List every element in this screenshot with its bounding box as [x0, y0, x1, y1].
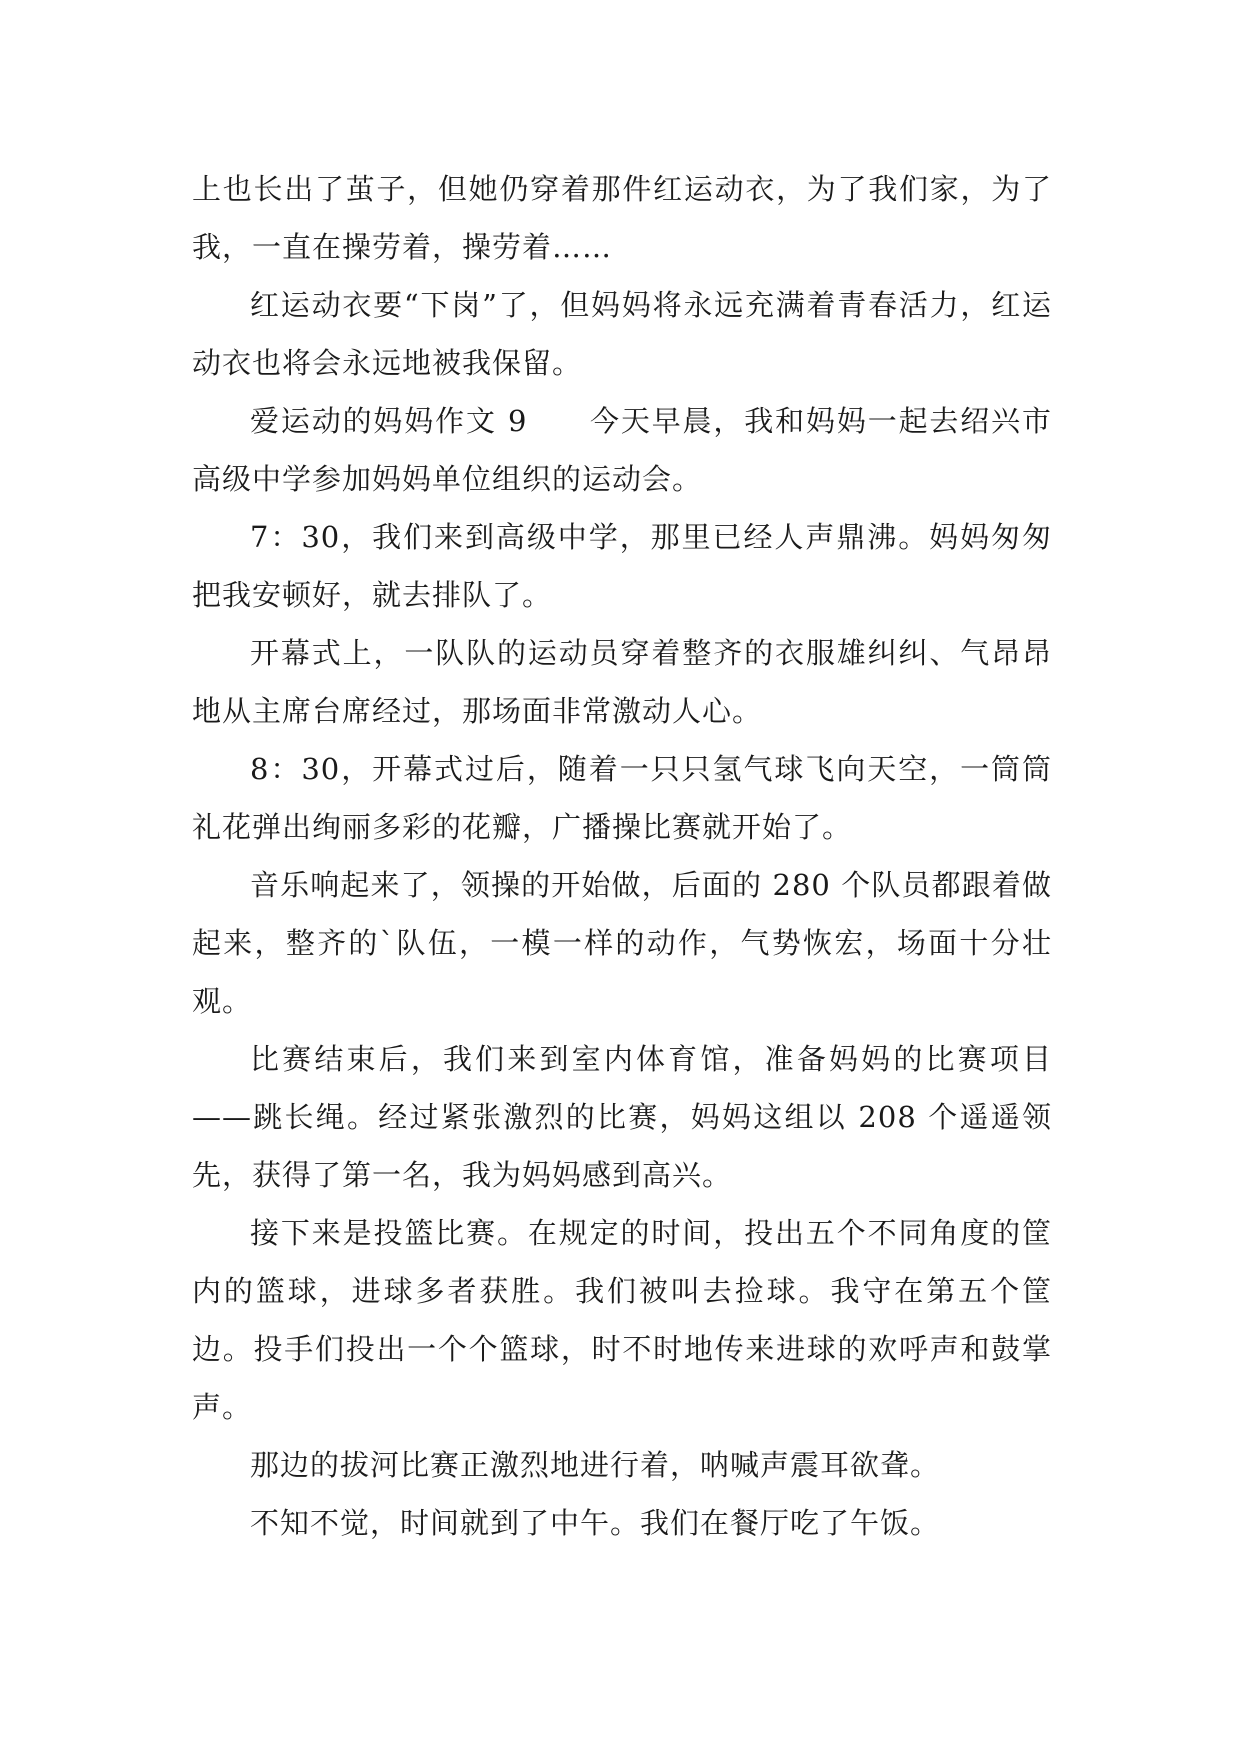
paragraph: 不知不觉，时间就到了中午。我们在餐厅吃了午饭。: [250, 1506, 941, 1540]
paragraph: 开幕式上，一队队的运动员穿着整齐的衣服雄纠纠、气昂昂地从主席台席经过，那场面非常激动人心。: [192, 636, 1052, 728]
paragraph: 音乐响起来了，领操的开始做，后面的 280 个队员都跟着做起来，整齐的`队伍，一模一样的动作，气势恢宏，场面十分壮观。: [192, 868, 1052, 1018]
paragraph: 8：30，开幕式过后，随着一只只氢气球飞向天空，一筒筒礼花弹出绚丽多彩的花瓣，广播操比赛就开始了。: [192, 752, 1052, 844]
paragraph: 7：30，我们来到高级中学，那里已经人声鼎沸。妈妈匆匆把我安顿好，就去排队了。: [192, 520, 1052, 612]
paragraph: 红运动衣要“下岗”了，但妈妈将永远充满着青春活力，红运动衣也将会永远地被我保留。: [192, 288, 1052, 380]
document-body: [192, 160, 1052, 1552]
paragraph-essay-heading: 爱运动的妈妈作文 9 今天早晨，我和妈妈一起去绍兴市高级中学参加妈妈单位组织的运动会。: [192, 404, 1052, 496]
paragraph: 那边的拔河比赛正激烈地进行着，呐喊声震耳欲聋。: [250, 1448, 941, 1482]
paragraph: 接下来是投篮比赛。在规定的时间，投出五个不同角度的筐内的篮球，进球多者获胜。我们被叫去捡球。我守在第五个筐边。投手们投出一个个篮球，时不时地传来进球的欢呼声和鼓掌声。: [192, 1216, 1052, 1424]
paragraph-continued: 上也长出了茧子，但她仍穿着那件红运动衣，为了我们家，为了我，一直在操劳着，操劳着……: [192, 172, 1052, 264]
paragraph: 比赛结束后，我们来到室内体育馆，准备妈妈的比赛项目——跳长绳。经过紧张激烈的比赛，妈妈这组以 208 个遥遥领先，获得了第一名，我为妈妈感到高兴。: [192, 1042, 1052, 1192]
